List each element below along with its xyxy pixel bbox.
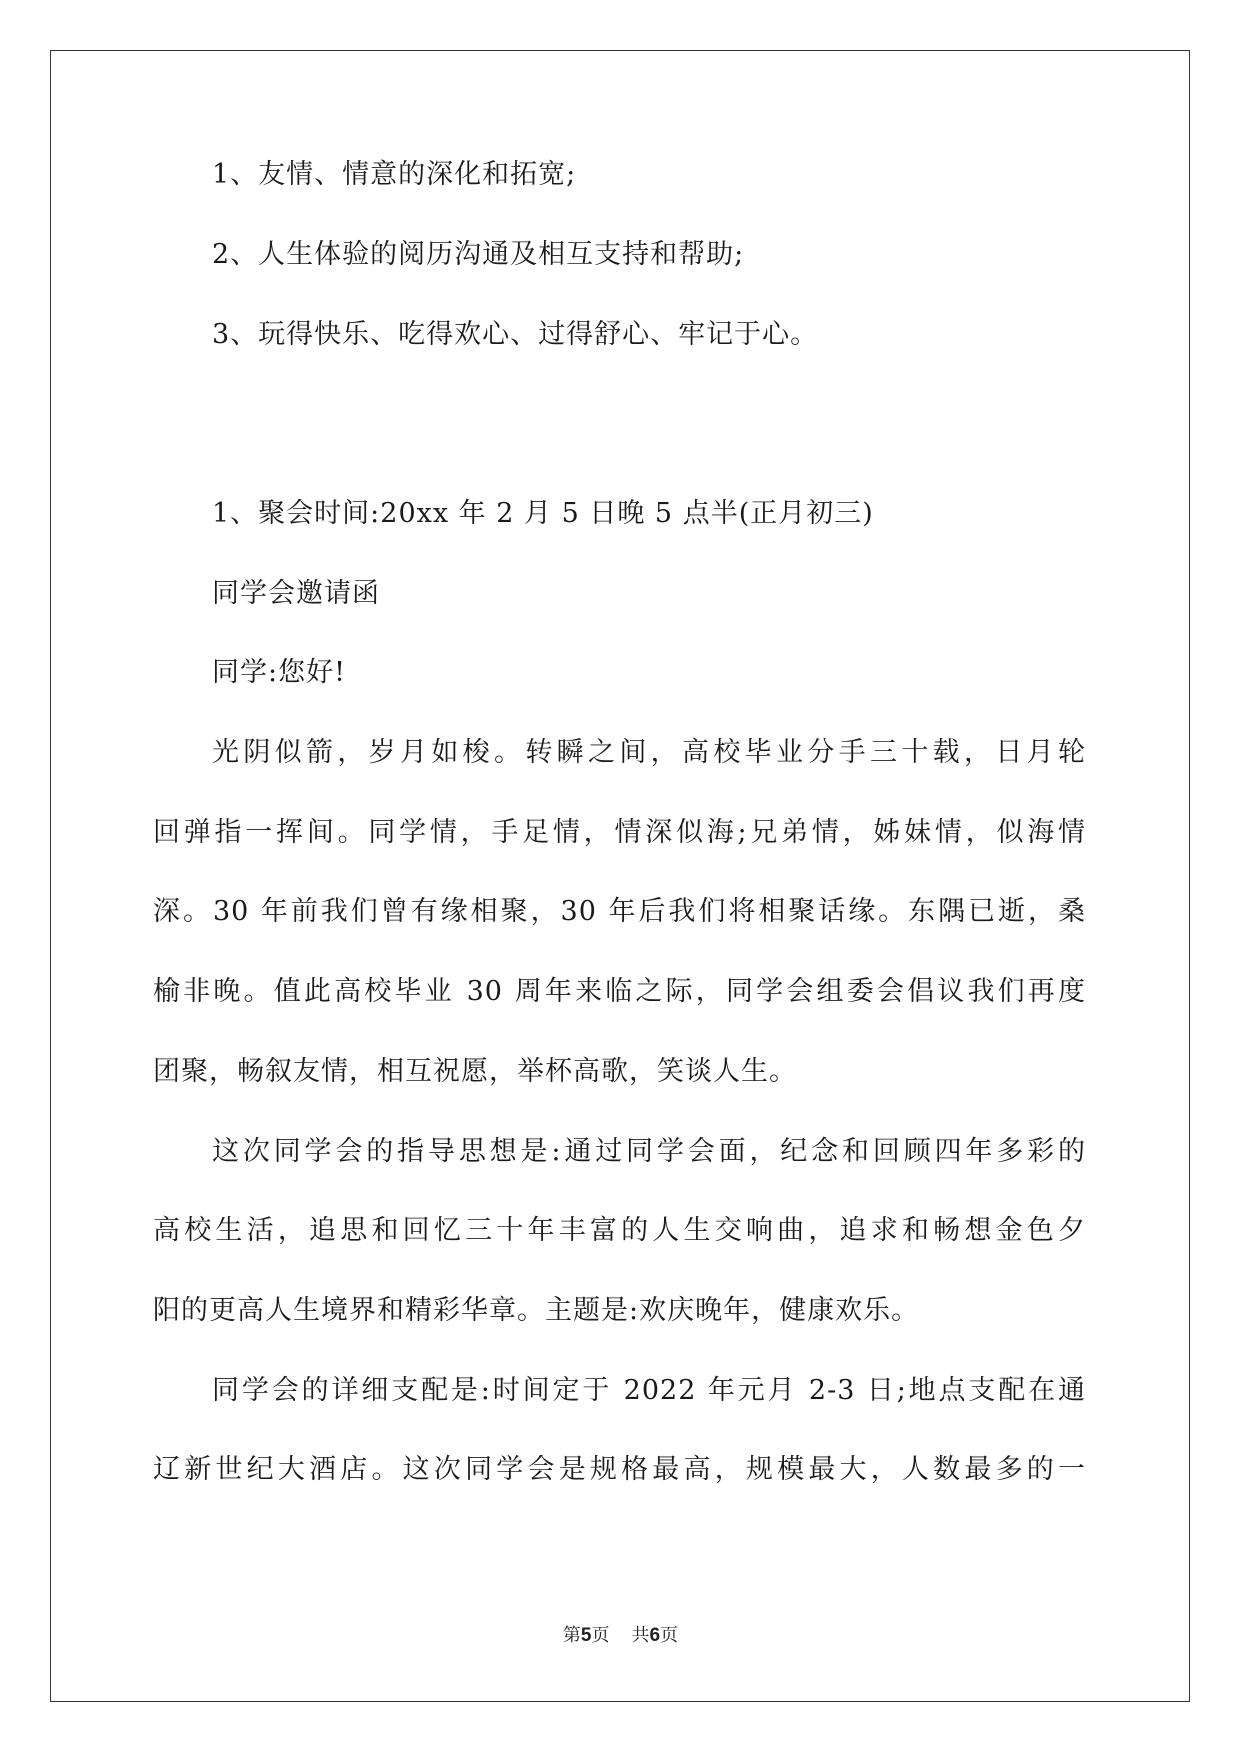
paragraph1-line: 榆非晚。值此高校毕业 30 周年来临之际，同学会组委会倡议我们再度 — [153, 976, 1086, 1007]
list-item-1: 1、友情、情意的深化和拓宽; — [212, 159, 577, 190]
page-footer — [0, 1624, 1241, 1648]
paragraph3-line: 同学会的详细支配是:时间定于 2022 年元月 2-3 日;地点支配在通 — [212, 1375, 1086, 1406]
total-suffix: 页 — [660, 1625, 679, 1646]
total-prefix: 共 — [631, 1625, 650, 1646]
page-total: 6 — [649, 1625, 661, 1646]
paragraph3-line: 辽新世纪大酒店。这次同学会是规格最高，规模最大，人数最多的一 — [153, 1454, 1086, 1485]
list-item-2: 2、人生体验的阅历沟通及相互支持和帮助; — [212, 239, 745, 270]
list-item-3: 3、玩得快乐、吃得欢心、过得舒心、牢记于心。 — [212, 319, 819, 350]
page-current: 5 — [580, 1625, 592, 1646]
paragraph1-line: 团聚，畅叙友情，相互祝愿，举杯高歌，笑谈人生。 — [153, 1056, 797, 1087]
paragraph1-line: 深。30 年前我们曾有缘相聚，30 年后我们将相聚话缘。东隅已逝，桑 — [153, 896, 1086, 927]
paragraph2-line: 这次同学会的指导思想是:通过同学会面，纪念和回顾四年多彩的 — [212, 1136, 1086, 1167]
paragraph2-line: 高校生活，追思和回忆三十年丰富的人生交响曲，追求和畅想金色夕 — [153, 1215, 1086, 1246]
paragraph1-line: 光阴似箭，岁月如梭。转瞬之间，高校毕业分手三十载，日月轮 — [212, 737, 1086, 768]
meeting-time: 1、聚会时间:20xx 年 2 月 5 日晚 5 点半(正月初三) — [212, 498, 874, 529]
paragraph1-line: 回弹指一挥间。同学情，手足情，情深似海;兄弟情，姊妹情，似海情 — [153, 817, 1086, 848]
paragraph2-line: 阳的更高人生境界和精彩华章。主题是:欢庆晚年，健康欢乐。 — [153, 1295, 920, 1326]
page-suffix: 页 — [591, 1625, 610, 1646]
greeting: 同学:您好! — [212, 657, 346, 688]
page-prefix: 第 — [562, 1625, 581, 1646]
document-title: 同学会邀请函 — [212, 578, 380, 609]
